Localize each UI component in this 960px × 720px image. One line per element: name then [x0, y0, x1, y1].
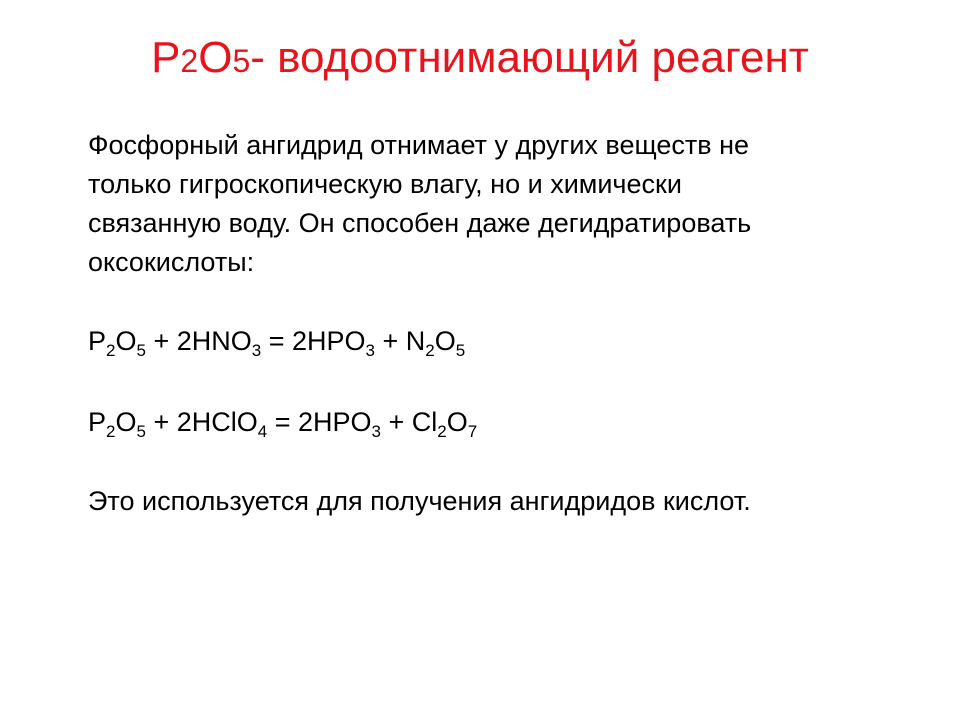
- title-o: O: [198, 33, 233, 82]
- title-sub-2: 2: [180, 43, 199, 79]
- title-p: P: [151, 33, 181, 82]
- formula-text: + 2HNO: [145, 326, 252, 356]
- formula-text: O: [115, 407, 137, 437]
- description-paragraph: [88, 126, 908, 282]
- formula-subscript: 4: [257, 422, 268, 441]
- slide-body: [88, 126, 908, 282]
- formula-subscript: 5: [136, 341, 146, 360]
- title-sub-5: 5: [232, 43, 251, 79]
- formula-text: + Cl: [381, 407, 438, 437]
- slide-title: [0, 26, 960, 93]
- formula-text: P: [88, 326, 107, 356]
- formula-subscript: 3: [251, 341, 262, 360]
- formula-subscript: 3: [365, 341, 375, 360]
- equation-nitric-acid: [88, 324, 465, 358]
- formula-subscript: 5: [136, 422, 146, 441]
- formula-text: + N: [375, 326, 426, 356]
- formula-text: O: [115, 326, 137, 356]
- title-rest: - водоотнимающий реагент: [250, 33, 809, 82]
- formula-subscript: 2: [106, 422, 116, 441]
- formula-text: O: [434, 326, 456, 356]
- formula-text: + 2HClO: [145, 407, 258, 437]
- closing-statement: Это используется для получения ангидридов кислот.: [88, 486, 751, 516]
- equation-perchloric-acid: [88, 405, 477, 439]
- formula-text: O: [446, 407, 468, 437]
- paragraph-line: оксокислоты:: [88, 247, 255, 277]
- paragraph-line: только гигроскопическую влагу, но и химически: [88, 169, 682, 199]
- formula-subscript: 3: [371, 422, 381, 441]
- formula-subscript: 2: [106, 341, 116, 360]
- formula-text: P: [88, 407, 107, 437]
- paragraph-line: связанную воду. Он способен даже дегидратировать: [88, 208, 752, 238]
- formula-text: = 2HPO: [261, 326, 366, 356]
- paragraph-line: Фосфорный ангидрид отнимает у других веществ не: [88, 130, 750, 160]
- formula-subscript: 5: [455, 341, 466, 360]
- formula-subscript: 2: [425, 341, 435, 360]
- formula-subscript: 7: [467, 422, 478, 441]
- formula-text: = 2HPO: [267, 407, 372, 437]
- formula-subscript: 2: [437, 422, 447, 441]
